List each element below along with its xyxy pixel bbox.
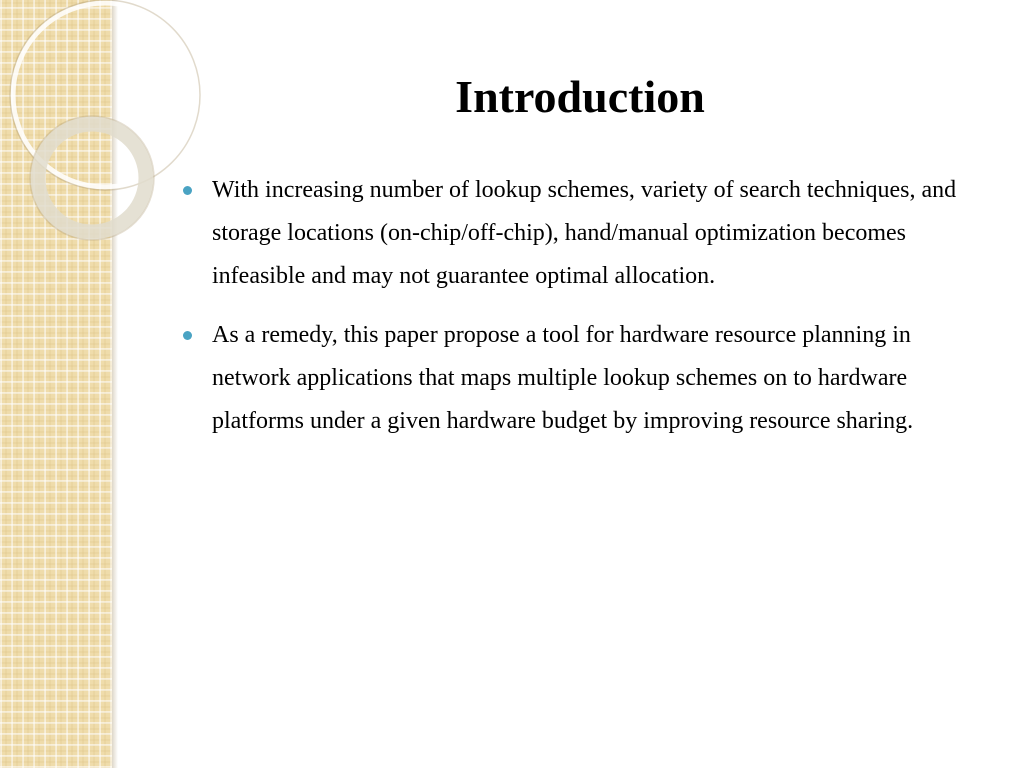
decorative-rings	[0, 0, 200, 300]
bullet-item	[180, 314, 980, 443]
bullet-list	[180, 169, 980, 459]
bullet-text: As a remedy, this paper propose a tool for hardware resource planning in network applications that maps multiple lookup schemes on to hardware platforms under a given hardware budget by improving resource sharing.	[212, 322, 914, 434]
slide-title: Introduction	[455, 71, 705, 122]
bullet-dot-icon	[183, 331, 192, 340]
bullet-dot-icon	[183, 186, 192, 195]
small-ring-icon	[38, 124, 146, 232]
bullet-item	[180, 169, 980, 298]
bullet-text: With increasing number of lookup schemes, variety of search techniques, and storage locations (on-chip/off-chip), hand/manual optimization becomes infeasible and may not guarantee optimal allocation.	[212, 177, 957, 289]
